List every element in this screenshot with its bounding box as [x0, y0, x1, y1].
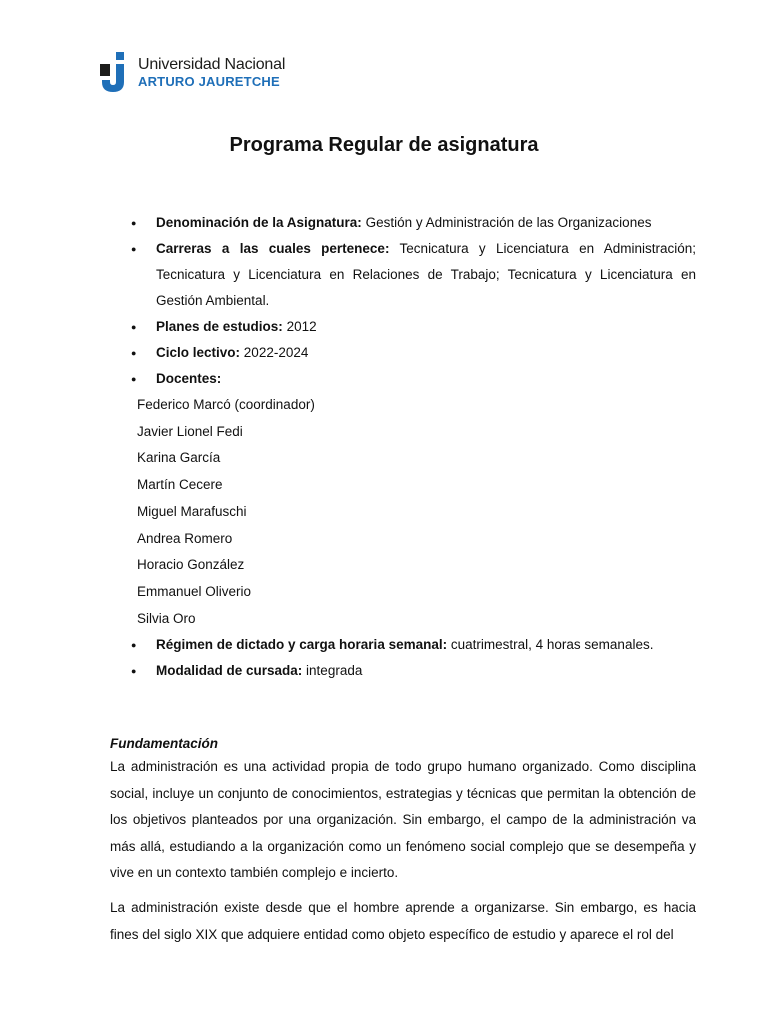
regimen-value: cuatrimestral, 4 horas semanales. — [450, 637, 654, 653]
unaj-logo-icon — [100, 50, 130, 94]
meta-ciclo — [110, 340, 696, 366]
logo-university-subname: ARTURO JAURETCHE — [138, 73, 280, 89]
fundamentacion-section — [110, 734, 696, 956]
carreras-value: Tecnicatura y Licenciatura en Administración; Tecnicatura y Licenciatura en Relaciones de Trabajo; Tecnicatura y Licenciatura en Gestión Ambiental. — [156, 241, 696, 308]
logo-university-name: Universidad Nacional — [138, 55, 286, 73]
fundamentacion-title: Fundamentación — [110, 736, 219, 751]
fundamentacion-paragraph-1: La administración es una actividad propia de todo grupo humano organizado. Como disciplina social, incluye un conjunto de conocimientos, estrategias y técnicas que permitan la obtención de los objetivos planteados por una organización. Sin embargo, el campo de la administración va más allá, estudiando a la organización como un fenómeno social complejo que se desempeña y vive en un contexto también complejo e incierto. — [110, 759, 696, 881]
meta-planes — [110, 314, 696, 340]
docente-item: Martín Cecere — [137, 477, 223, 493]
docente-item: Javier Lionel Fedi — [137, 423, 243, 439]
fundamentacion-paragraph-2: La administración existe desde que el hombre aprende a organizarse. Sin embargo, es hacia fines del siglo XIX que adquiere entidad como objeto específico de estudio y aparece el rol del — [110, 899, 696, 942]
docente-item: Karina García — [137, 450, 221, 466]
meta-docentes — [110, 366, 696, 392]
docente-item: Miguel Marafuschi — [137, 503, 247, 519]
docentes-label: Docentes: — [156, 371, 222, 386]
regimen-label: Régimen de dictado y carga horaria semanal: — [156, 637, 448, 653]
meta-denominacion — [110, 210, 696, 236]
meta-modalidad — [110, 658, 696, 684]
modalidad-value: integrada — [306, 663, 363, 679]
program-details — [110, 210, 696, 684]
modalidad-label: Modalidad de cursada: — [156, 663, 303, 679]
university-logo — [100, 50, 285, 94]
docente-item: Horacio González — [137, 557, 245, 573]
docente-item: Emmanuel Oliverio — [137, 583, 252, 599]
meta-carreras — [110, 236, 696, 314]
denominacion-label: Denominación de la Asignatura: — [156, 215, 362, 230]
page-title: Programa Regular de asignatura — [229, 134, 539, 156]
docentes-list — [110, 392, 696, 632]
meta-regimen — [110, 632, 696, 658]
docente-item: Silvia Oro — [137, 610, 196, 626]
ciclo-label: Ciclo lectivo: — [156, 345, 241, 360]
carreras-label: Carreras a las cuales pertenece: — [156, 241, 390, 256]
planes-value: 2012 — [286, 319, 317, 334]
docente-item: Federico Marcó (coordinador) — [137, 397, 315, 412]
ciclo-value: 2022-2024 — [243, 345, 309, 360]
planes-label: Planes de estudios: — [156, 319, 283, 334]
denominacion-value: Gestión y Administración de las Organizaciones — [365, 215, 652, 230]
docente-item: Andrea Romero — [137, 530, 233, 546]
